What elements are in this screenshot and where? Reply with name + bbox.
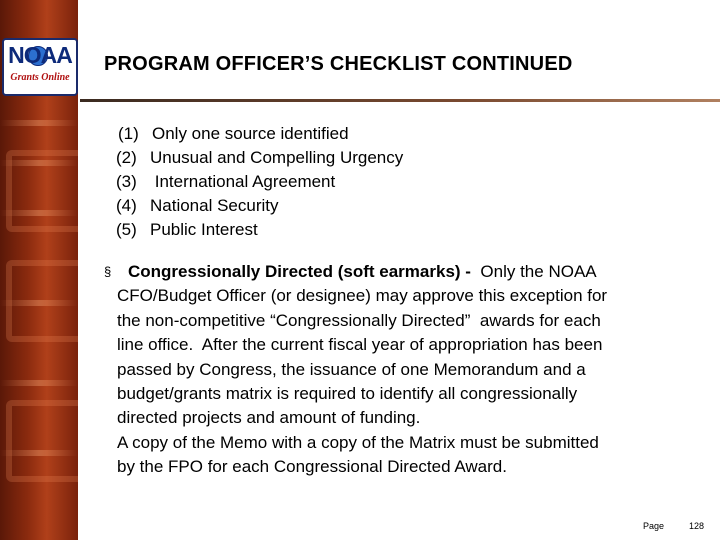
logo-subtitle: Grants Online	[10, 72, 70, 83]
paragraph-line: directed projects and amount of funding.	[117, 408, 421, 428]
paragraph-line: passed by Congress, the issuance of one Memorandum and a	[117, 359, 586, 379]
section-bullet-icon: §	[104, 264, 112, 279]
list-item-number: (2)	[116, 148, 137, 167]
header-divider	[80, 99, 720, 102]
list-item-text: Unusual and Compelling Urgency	[150, 148, 404, 167]
congressional-directed-paragraph	[104, 260, 690, 480]
paragraph-line	[117, 260, 690, 284]
list-item	[116, 218, 403, 242]
paragraph-heading: Congressionally Directed (soft earmarks) -	[128, 262, 476, 281]
list-item-text: Only one source identified	[152, 124, 349, 143]
list-item-number: (1)	[118, 124, 139, 143]
page-number: 128	[689, 521, 705, 531]
list-item	[116, 146, 403, 170]
paragraph-line: line office. After the current fiscal year of appropriation has been	[117, 335, 603, 355]
list-item-text: Public Interest	[150, 220, 258, 239]
noaa-logo	[2, 38, 78, 96]
list-item-number: (5)	[116, 220, 137, 239]
exception-list	[116, 122, 403, 242]
paragraph-line: A copy of the Memo with a copy of the Matrix must be submitted	[117, 432, 599, 452]
list-item-number: (4)	[116, 196, 137, 215]
list-item-number: (3)	[116, 172, 137, 191]
paragraph-line: CFO/Budget Officer (or designee) may approve this exception for	[117, 286, 608, 306]
page-title: PROGRAM OFFICER’S CHECKLIST CONTINUED	[104, 53, 573, 75]
paragraph-line: by the FPO for each Congressional Directed Award.	[117, 457, 507, 477]
list-item	[116, 170, 403, 194]
paragraph-line: budget/grants matrix is required to identify all congressionally	[117, 384, 578, 404]
paragraph-text: Only the NOAA	[480, 262, 597, 281]
paragraph-line: the non-competitive “Congressionally Directed” awards for each	[117, 310, 601, 330]
list-item-text: International Agreement	[150, 172, 336, 191]
list-item	[116, 194, 403, 218]
list-item-text: National Security	[150, 196, 279, 215]
list-item	[118, 122, 403, 146]
page-label: Page	[643, 521, 665, 531]
logo-name: NOAA	[8, 42, 72, 68]
